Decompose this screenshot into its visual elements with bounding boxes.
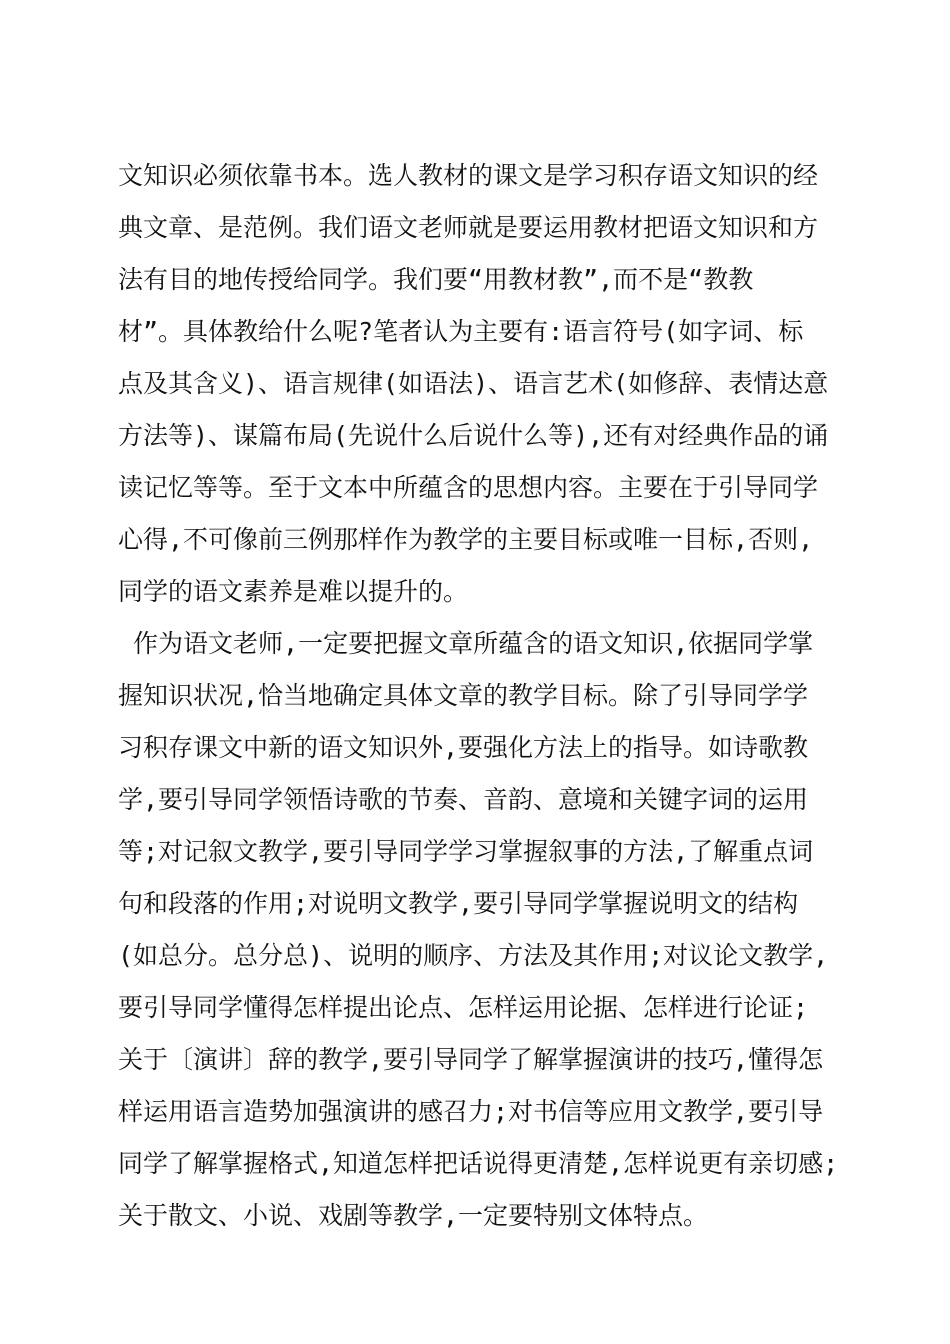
text-line: (如总分。总分总)、说明的顺序、方法及其作用;对议论文教学, [118,941,829,970]
text-line: 样运用语言造势加强演讲的感召力;对书信等应用文教学,要引导 [118,1097,824,1126]
text-line: 读记忆等等。至于文本中所蕴含的思想内容。主要在于引导同学 [118,473,819,502]
text-line: 材”。具体教给什么呢?笔者认为主要有:语言符号(如字词、标 [118,317,804,346]
text-line: 法有目的地传授给同学。我们要“用教材教”,而不是“教教 [118,265,754,294]
text-line: 同学了解掌握格式,知道怎样把话说得更清楚,怎样说更有亲切感; [118,1149,839,1178]
text-line: 习积存课文中新的语文知识外,要强化方法上的指导。如诗歌教 [118,733,809,762]
text-line: 作为语文老师,一定要把握文章所蕴含的语文知识,依据同学掌 [118,629,814,658]
text-line: 等;对记叙文教学,要引导同学学习掌握叙事的方法,了解重点词 [118,837,814,866]
body-text [118,150,848,1242]
text-line: 句和段落的作用;对说明文教学,要引导同学掌握说明文的结构 [118,889,799,918]
text-line: 学,要引导同学领悟诗歌的节奏、音韵、意境和关键字词的运用 [118,785,809,814]
paragraph [118,150,848,618]
text-line: 方法等)、谋篇布局(先说什么后说什么等),还有对经典作品的诵 [118,421,829,450]
text-line: 同学的语文素养是难以提升的。 [118,577,469,606]
text-line: 关于〔演讲〕辞的教学,要引导同学了解掌握演讲的技巧,懂得怎 [118,1045,824,1074]
paragraph [118,618,848,1242]
text-line: 典文章、是范例。我们语文老师就是要运用教材把语文知识和方 [118,213,819,242]
text-line: 要引导同学懂得怎样提出论点、怎样运用论据、怎样进行论证; [118,993,809,1022]
text-line: 文知识必须依靠书本。选人教材的课文是学习积存语文知识的经 [118,161,819,190]
text-line: 关于散文、小说、戏剧等教学,一定要特别文体特点。 [118,1201,709,1230]
text-line: 点及其含义)、语言规律(如语法)、语言艺术(如修辞、表情达意 [118,369,829,398]
text-line: 握知识状况,恰当地确定具体文章的教学目标。除了引导同学学 [118,681,809,710]
text-line: 心得,不可像前三例那样作为教学的主要目标或唯一目标,否则, [118,525,814,554]
